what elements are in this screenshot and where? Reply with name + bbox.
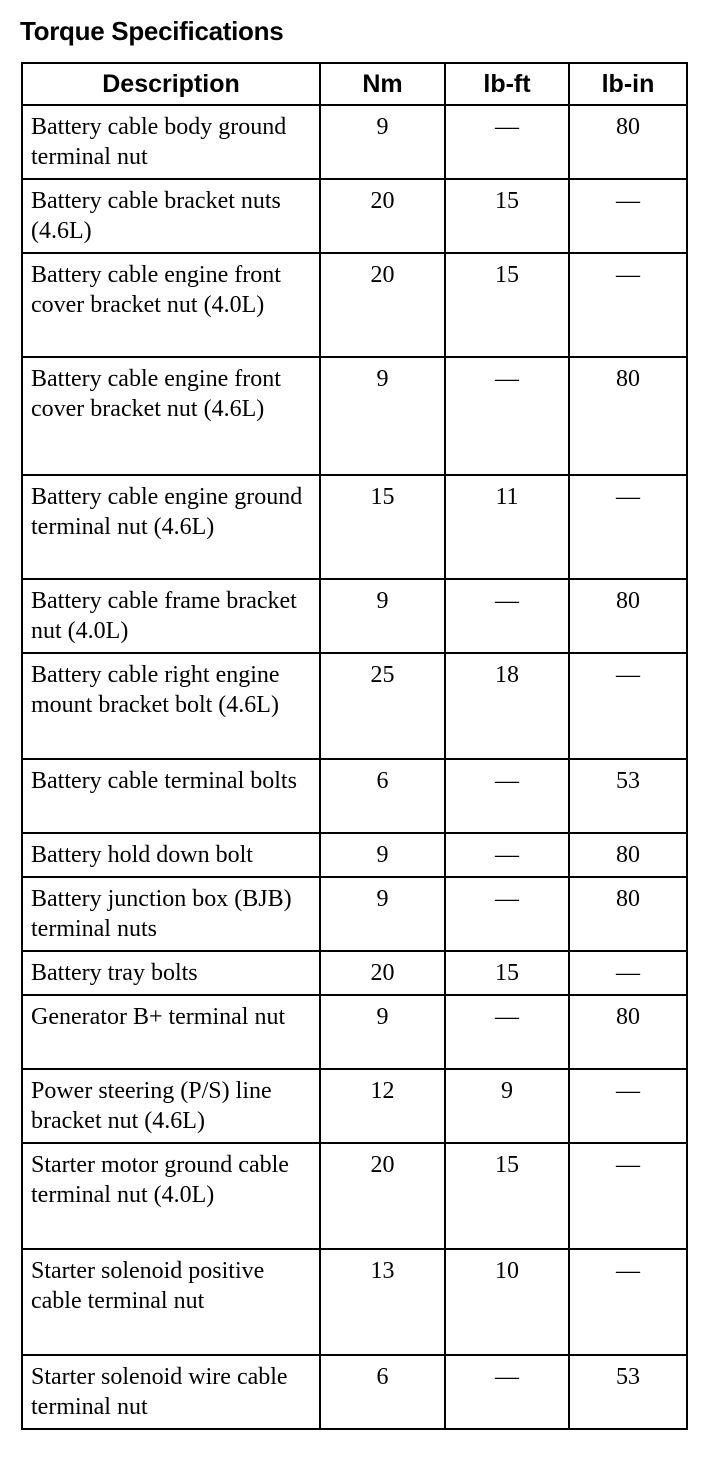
description-cell: Battery cable engine front cover bracket nut (4.0L) [22,253,320,357]
table-row [22,995,687,1069]
table-row [22,253,687,357]
lbft-cell: — [445,579,569,653]
lbin-cell: 80 [569,105,687,179]
table-row [22,1249,687,1355]
description-cell: Starter motor ground cable terminal nut (4.0L) [22,1143,320,1249]
description-cell: Battery cable body ground terminal nut [22,105,320,179]
table-row [22,1355,687,1429]
lbin-cell: 80 [569,357,687,475]
lbft-cell: 9 [445,1069,569,1143]
lbft-cell: — [445,833,569,877]
table-body [22,105,687,1429]
nm-cell: 9 [320,877,445,951]
lbin-cell: — [569,1069,687,1143]
description-cell: Power steering (P/S) line bracket nut (4.6L) [22,1069,320,1143]
torque-specifications-table [21,62,688,1430]
lbft-cell: — [445,759,569,833]
table-row [22,1069,687,1143]
nm-cell: 20 [320,1143,445,1249]
lbin-cell: — [569,653,687,759]
lbft-cell: 10 [445,1249,569,1355]
nm-cell: 6 [320,759,445,833]
lbft-cell: — [445,877,569,951]
table-row [22,179,687,253]
nm-cell: 9 [320,833,445,877]
lbin-cell: — [569,475,687,579]
table-row [22,579,687,653]
description-cell: Starter solenoid wire cable terminal nut [22,1355,320,1429]
lbft-cell: — [445,105,569,179]
description-cell: Battery cable bracket nuts (4.6L) [22,179,320,253]
nm-cell: 6 [320,1355,445,1429]
description-cell: Battery cable frame bracket nut (4.0L) [22,579,320,653]
table-row [22,877,687,951]
nm-cell: 9 [320,995,445,1069]
page-title: Torque Specifications [20,16,284,46]
lbft-cell: 11 [445,475,569,579]
table-row [22,653,687,759]
nm-cell: 20 [320,179,445,253]
lbin-cell: — [569,253,687,357]
table-row [22,475,687,579]
description-cell: Battery cable engine front cover bracket nut (4.6L) [22,357,320,475]
nm-header: Nm [320,63,445,105]
lbin-cell: — [569,1143,687,1249]
lbin-cell: 80 [569,877,687,951]
table-row [22,357,687,475]
nm-cell: 9 [320,579,445,653]
nm-cell: 20 [320,253,445,357]
lbft-cell: 15 [445,1143,569,1249]
lbft-cell: 15 [445,179,569,253]
lbft-cell: 18 [445,653,569,759]
description-cell: Battery junction box (BJB) terminal nuts [22,877,320,951]
table-row [22,1143,687,1249]
description-cell: Battery hold down bolt [22,833,320,877]
table-row [22,951,687,995]
lbin-cell: — [569,951,687,995]
nm-cell: 9 [320,357,445,475]
lbin-cell: 53 [569,1355,687,1429]
lbin-cell: 80 [569,995,687,1069]
nm-cell: 9 [320,105,445,179]
description-cell: Starter solenoid positive cable terminal nut [22,1249,320,1355]
description-cell: Battery cable right engine mount bracket bolt (4.6L) [22,653,320,759]
nm-cell: 15 [320,475,445,579]
table-row [22,759,687,833]
lbin-cell: — [569,179,687,253]
table-row [22,105,687,179]
description-cell: Battery tray bolts [22,951,320,995]
lbft-cell: 15 [445,253,569,357]
lbin-cell: — [569,1249,687,1355]
lbft-header: lb-ft [445,63,569,105]
lbft-cell: — [445,357,569,475]
lbin-cell: 80 [569,579,687,653]
description-cell: Generator B+ terminal nut [22,995,320,1069]
description-cell: Battery cable engine ground terminal nut (4.6L) [22,475,320,579]
lbin-cell: 53 [569,759,687,833]
nm-cell: 13 [320,1249,445,1355]
description-header: Description [22,63,320,105]
lbin-header: lb-in [569,63,687,105]
lbin-cell: 80 [569,833,687,877]
lbft-cell: 15 [445,951,569,995]
description-cell: Battery cable terminal bolts [22,759,320,833]
nm-cell: 12 [320,1069,445,1143]
nm-cell: 25 [320,653,445,759]
lbft-cell: — [445,995,569,1069]
nm-cell: 20 [320,951,445,995]
header-row [22,63,687,105]
table-row [22,833,687,877]
lbft-cell: — [445,1355,569,1429]
